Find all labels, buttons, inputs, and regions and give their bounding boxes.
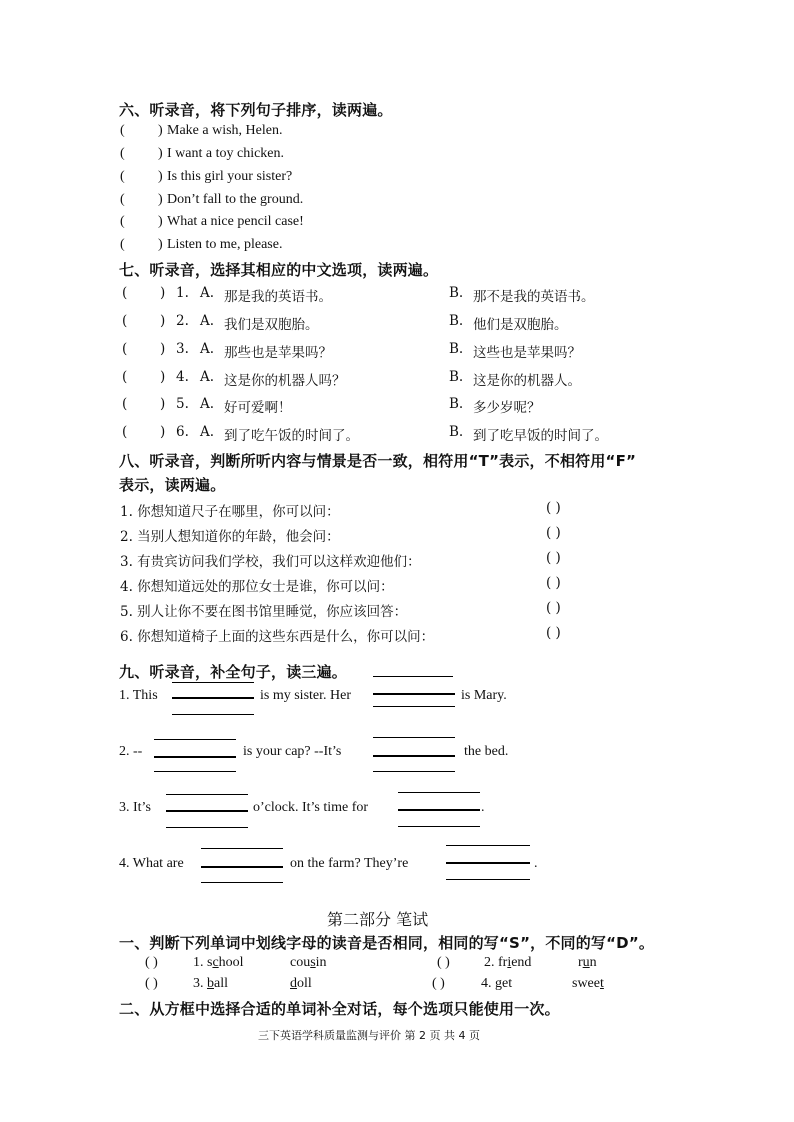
q3-part-c: . (481, 800, 485, 815)
option-a-text[interactable]: 那是我的英语书。 (224, 289, 332, 305)
answer-line (154, 739, 236, 740)
answer-paren[interactable]: ( ) (432, 976, 445, 991)
answer-paren-open[interactable]: ( (120, 123, 125, 138)
q2-part-b: is your cap? --It’s (243, 744, 342, 759)
option-a-label: A. (200, 396, 215, 412)
option-a-label: A. (200, 424, 215, 440)
q3-part-b: o’clock. It’s time for (253, 800, 369, 815)
option-b-text[interactable]: 这是你的机器人。 (473, 373, 581, 389)
q1-part-c: is Mary. (461, 688, 507, 703)
answer-paren-close: ) (158, 146, 163, 161)
answer-blank[interactable] (154, 756, 236, 758)
answer-paren[interactable]: ( ) (546, 550, 561, 566)
option-a-text[interactable]: 这是你的机器人吗？ (224, 373, 346, 389)
answer-paren[interactable]: ( ) (546, 525, 561, 541)
section-8-heading-line1: 八、听录音，判断所听内容与情景是否一致，相符用“T”表示，不相符用“F” (119, 452, 637, 470)
answer-paren-open[interactable]: ( (122, 341, 128, 357)
section-6-heading: 六、听录音，将下列句子排序，读两遍。 (119, 101, 393, 119)
question-number: 3. (176, 341, 189, 357)
answer-paren-close: ) (160, 313, 166, 329)
answer-line (373, 737, 455, 738)
answer-line (373, 676, 453, 677)
answer-paren[interactable]: ( ) (145, 976, 158, 991)
option-b-text[interactable]: 那不是我的英语书。 (473, 289, 595, 305)
answer-paren-open[interactable]: ( (120, 146, 125, 161)
answer-paren-open[interactable]: ( (120, 237, 125, 252)
section-9-heading: 九、听录音，补全句子，读三遍。 (119, 663, 348, 681)
q4-part-c: . (534, 856, 538, 871)
option-b-label: B. (449, 424, 464, 440)
scenario-text: 4. 你想知道远处的那位女士是谁，你可以问： (120, 579, 394, 595)
answer-paren-close: ) (158, 237, 163, 252)
option-b-label: B. (449, 341, 464, 357)
answer-blank[interactable] (373, 693, 455, 695)
sentence-text: I want a toy chicken. (167, 146, 285, 161)
answer-paren-close: ) (160, 369, 166, 385)
answer-line (154, 771, 236, 772)
option-b-label: B. (449, 285, 464, 301)
option-b-text[interactable]: 到了吃早饭的时间了。 (473, 428, 608, 444)
answer-paren-close: ) (158, 192, 163, 207)
option-a-text[interactable]: 我们是双胞胎。 (224, 317, 319, 333)
answer-paren[interactable]: ( ) (145, 955, 158, 970)
part-2-heading-1: 一、判断下列单词中划线字母的读音是否相同，相同的写“S”，不同的写“D”。 (119, 934, 655, 952)
option-b-label: B. (449, 396, 464, 412)
answer-paren[interactable]: ( ) (437, 955, 450, 970)
section-8-heading-line2: 表示，读两遍。 (119, 476, 226, 494)
q2-part-c: the bed. (464, 744, 509, 759)
answer-blank[interactable] (172, 697, 254, 699)
sentence-text: Make a wish, Helen. (167, 123, 283, 138)
answer-line (172, 682, 254, 683)
answer-line (172, 714, 254, 715)
answer-blank[interactable] (373, 755, 455, 757)
answer-line (446, 845, 530, 846)
question-number: 6. (176, 424, 189, 440)
answer-paren-open[interactable]: ( (122, 285, 128, 301)
answer-blank[interactable] (166, 810, 248, 812)
q3-part-a: 3. It’s (119, 800, 151, 815)
answer-line (201, 848, 283, 849)
answer-line (166, 794, 248, 795)
answer-paren-close: ) (160, 396, 166, 412)
question-number: 1. (176, 285, 189, 301)
answer-paren-close: ) (158, 169, 163, 184)
option-b-text[interactable]: 他们是双胞胎。 (473, 317, 568, 333)
option-a-label: A. (200, 285, 215, 301)
option-a-label: A. (200, 369, 215, 385)
answer-line (373, 706, 455, 707)
option-b-text[interactable]: 多少岁呢？ (473, 400, 541, 416)
word-ball: 3. ball (193, 976, 228, 991)
answer-paren[interactable]: ( ) (546, 575, 561, 591)
answer-blank[interactable] (398, 809, 480, 811)
question-number: 2. (176, 313, 189, 329)
option-a-text[interactable]: 到了吃午饭的时间了。 (224, 428, 359, 444)
word-doll: doll (290, 976, 312, 991)
word-get: 4. get (481, 976, 513, 991)
part-2-heading-2: 二、从方框中选择合适的单词补全对话，每个选项只能使用一次。 (119, 1000, 560, 1018)
sentence-text: Is this girl your sister? (167, 169, 293, 184)
answer-paren-open[interactable]: ( (122, 396, 128, 412)
answer-line (446, 879, 530, 880)
answer-line (373, 771, 455, 772)
answer-paren-open[interactable]: ( (122, 424, 128, 440)
word-sweet: sweet (572, 976, 604, 991)
option-b-label: B. (449, 313, 464, 329)
scenario-text: 1. 你想知道尺子在哪里，你可以问： (120, 504, 340, 520)
answer-line (398, 792, 480, 793)
answer-paren-close: ) (160, 341, 166, 357)
answer-blank[interactable] (446, 862, 530, 864)
answer-paren-open[interactable]: ( (120, 169, 125, 184)
answer-paren[interactable]: ( ) (546, 500, 561, 516)
option-b-text[interactable]: 这些也是苹果吗？ (473, 345, 581, 361)
q1-part-a: 1. This (119, 688, 158, 703)
q1-part-b: is my sister. Her (260, 688, 351, 703)
answer-line (398, 826, 480, 827)
option-b-label: B. (449, 369, 464, 385)
answer-paren-close: ) (158, 123, 163, 138)
q2-part-a: 2. -- (119, 744, 143, 759)
answer-paren[interactable]: ( ) (546, 600, 561, 616)
answer-blank[interactable] (201, 866, 283, 868)
scenario-text: 3. 有贵宾访问我们学校，我们可以这样欢迎他们： (120, 554, 421, 570)
word-run: run (578, 955, 597, 970)
word-cousin: cousin (290, 955, 327, 970)
answer-paren-open[interactable]: ( (122, 369, 128, 385)
sentence-text: What a nice pencil case! (167, 214, 304, 229)
option-a-label: A. (200, 341, 215, 357)
sentence-text: Listen to me, please. (167, 237, 283, 252)
option-a-text[interactable]: 好可爱啊！ (224, 400, 292, 416)
question-number: 5. (176, 396, 189, 412)
sentence-text: Don’t fall to the ground. (167, 192, 304, 207)
section-7-heading: 七、听录音，选择其相应的中文选项，读两遍。 (119, 261, 439, 279)
word-friend: 2. friend (484, 955, 532, 970)
question-number: 4. (176, 369, 189, 385)
scenario-text: 2. 当别人想知道你的年龄，他会问： (120, 529, 340, 545)
scenario-text: 5. 别人让你不要在图书馆里睡觉，你应该回答： (120, 604, 408, 620)
part-2-title: 第二部分 笔试 (327, 910, 429, 929)
answer-paren-close: ) (160, 424, 166, 440)
option-a-text[interactable]: 那些也是苹果吗？ (224, 345, 332, 361)
answer-line (166, 827, 248, 828)
scenario-text: 6. 你想知道椅子上面的这些东西是什么，你可以问： (120, 629, 435, 645)
q4-part-b: on the farm? They’re (290, 856, 409, 871)
q4-part-a: 4. What are (119, 856, 184, 871)
answer-paren-open[interactable]: ( (120, 214, 125, 229)
answer-paren-open[interactable]: ( (120, 192, 125, 207)
word-school: 1. school (193, 955, 244, 970)
answer-paren[interactable]: ( ) (546, 625, 561, 641)
answer-line (201, 882, 283, 883)
answer-paren-close: ) (158, 214, 163, 229)
page-footer: 三下英语学科质量监测与评价 第 2 页 共 4 页 (258, 1029, 480, 1042)
answer-paren-close: ) (160, 285, 166, 301)
option-a-label: A. (200, 313, 215, 329)
answer-paren-open[interactable]: ( (122, 313, 128, 329)
